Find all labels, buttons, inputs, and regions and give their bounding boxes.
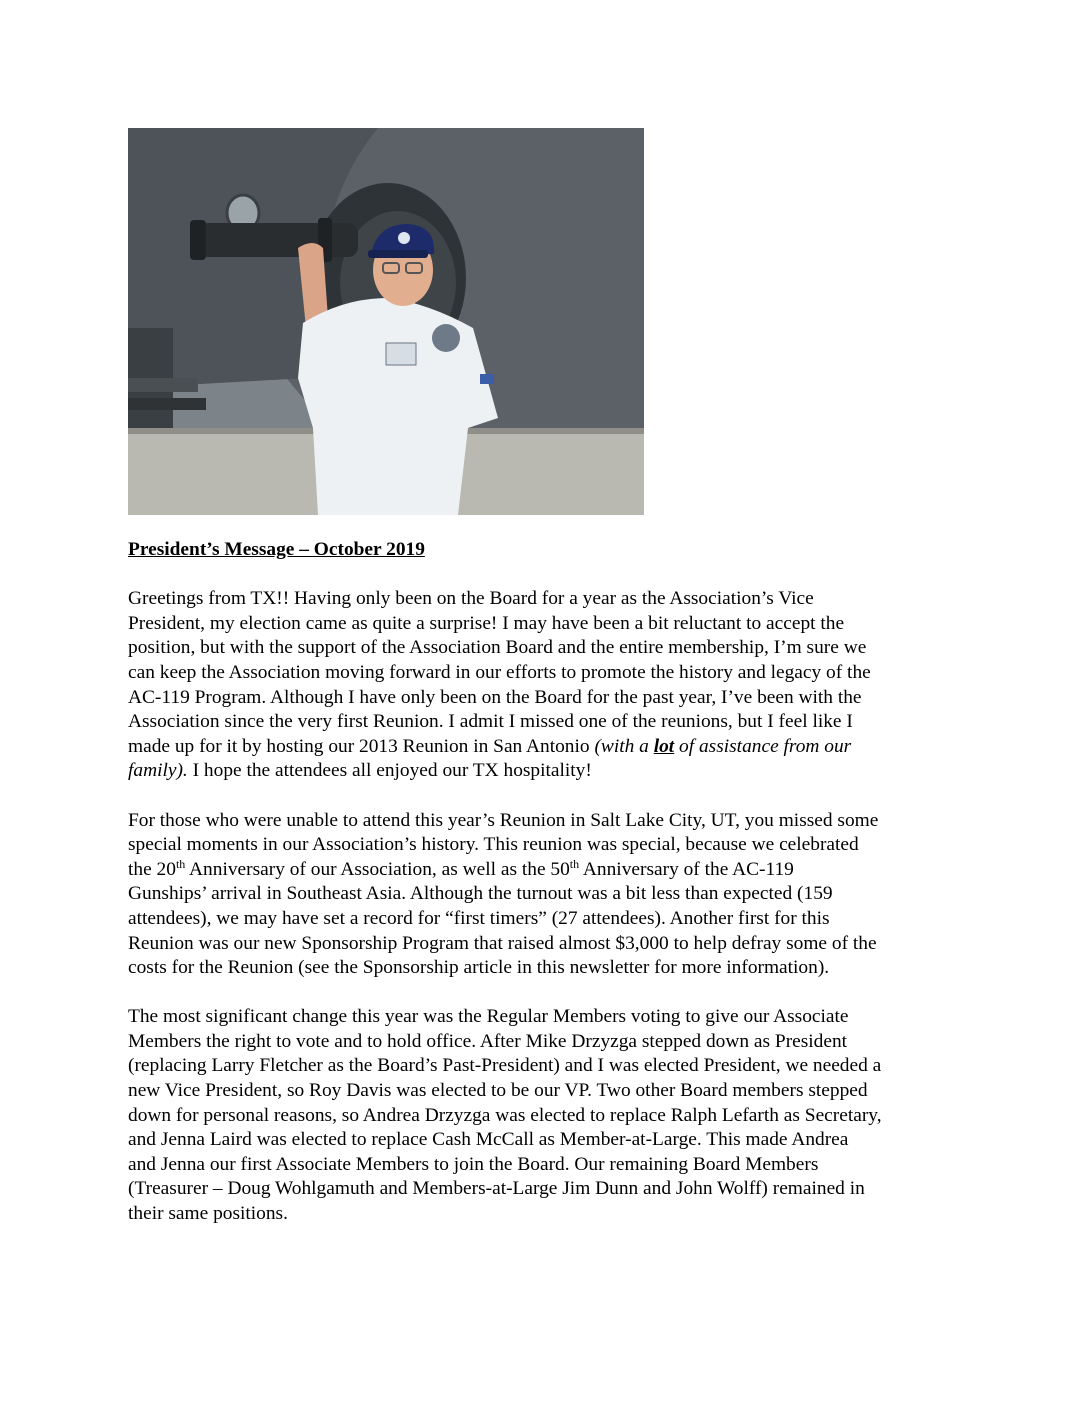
paragraph-3 — [128, 1005, 960, 1226]
text-line: Association since the very first Reunion. I admit I missed one of the reunions, but I feel like I — [128, 711, 853, 733]
text-line: down for personal reasons, so Andrea Drzyzga was elected to replace Ralph Lefarth as Secretary, — [128, 1104, 882, 1126]
text-line: The most significant change this year was the Regular Members voting to give our Associate — [128, 1006, 849, 1028]
letter-body — [128, 538, 960, 1251]
text-fragment: made up for it by hosting our 2013 Reunion in San Antonio — [128, 735, 595, 757]
text-line: and Jenna our first Associate Members to join the Board. Our remaining Board Members — [128, 1153, 819, 1175]
text-line: (Treasurer – Doug Wohlgamuth and Members-at-Large Jim Dunn and John Wolff) remained in — [128, 1178, 865, 1200]
text-fragment: the 20 — [128, 858, 176, 880]
italic-fragment: family). — [128, 760, 188, 782]
text-line: attendees), we may have set a record for “first timers” (27 attendees). Another first for this — [128, 907, 830, 929]
italic-fragment: of assistance from our — [674, 735, 852, 757]
superscript: th — [175, 856, 186, 871]
paragraph-2 — [128, 809, 960, 981]
text-line: Greetings from TX!! Having only been on the Board for a year as the Association’s Vice — [128, 588, 814, 610]
text-line: new Vice President, so Roy Davis was elected to be our VP. Two other Board members stepped — [128, 1080, 868, 1102]
text-line: Members the right to vote and to hold office. After Mike Drzyzga stepped down as President — [128, 1030, 848, 1052]
text-line: can keep the Association moving forward in our efforts to promote the history and legacy of the — [128, 661, 871, 683]
page-title: President’s Message – October 2019 — [128, 539, 425, 560]
italic-fragment: (with a — [594, 735, 654, 757]
text-line: and Jenna Laird was elected to replace Cash McCall as Member-at-Large. This made Andrea — [128, 1129, 849, 1151]
text-fragment: Anniversary of our Association, as well as the 50 — [185, 858, 570, 880]
text-line — [128, 858, 960, 883]
text-line — [128, 759, 960, 784]
text-line: President, my election came as quite a surprise! I may have been a bit reluctant to accept the — [128, 612, 845, 634]
text-fragment: I hope the attendees all enjoyed our TX hospitality! — [187, 760, 592, 782]
text-line: their same positions. — [128, 1203, 288, 1225]
paragraph-1 — [128, 587, 960, 784]
text-line: Reunion was our new Sponsorship Program that raised almost $3,000 to help defray some of the — [128, 932, 877, 954]
photo-illustration — [128, 128, 644, 515]
text-line: Gunships’ arrival in Southeast Asia. Although the turnout was a bit less than expected (159 — [128, 883, 833, 905]
text-line: special moments in our Association’s history. This reunion was special, because we celebrated — [128, 834, 859, 856]
text-line: AC-119 Program. Although I have only been on the Board for the past year, I’ve been with the — [128, 686, 862, 708]
emphasis-lot: lot — [653, 735, 675, 757]
text-line: position, but with the support of the Association Board and the entire membership, I’m sure we — [128, 637, 867, 659]
president-photo — [128, 128, 644, 515]
text-line: For those who were unable to attend this year’s Reunion in Salt Lake City, UT, you missed some — [128, 809, 879, 831]
text-line — [128, 735, 960, 760]
text-line: costs for the Reunion (see the Sponsorship article in this newsletter for more information). — [128, 957, 830, 979]
text-line: (replacing Larry Fletcher as the Board’s Past-President) and I was elected President, we needed a — [128, 1055, 882, 1077]
superscript: th — [569, 856, 580, 871]
text-fragment: Anniversary of the AC-119 — [579, 858, 794, 880]
